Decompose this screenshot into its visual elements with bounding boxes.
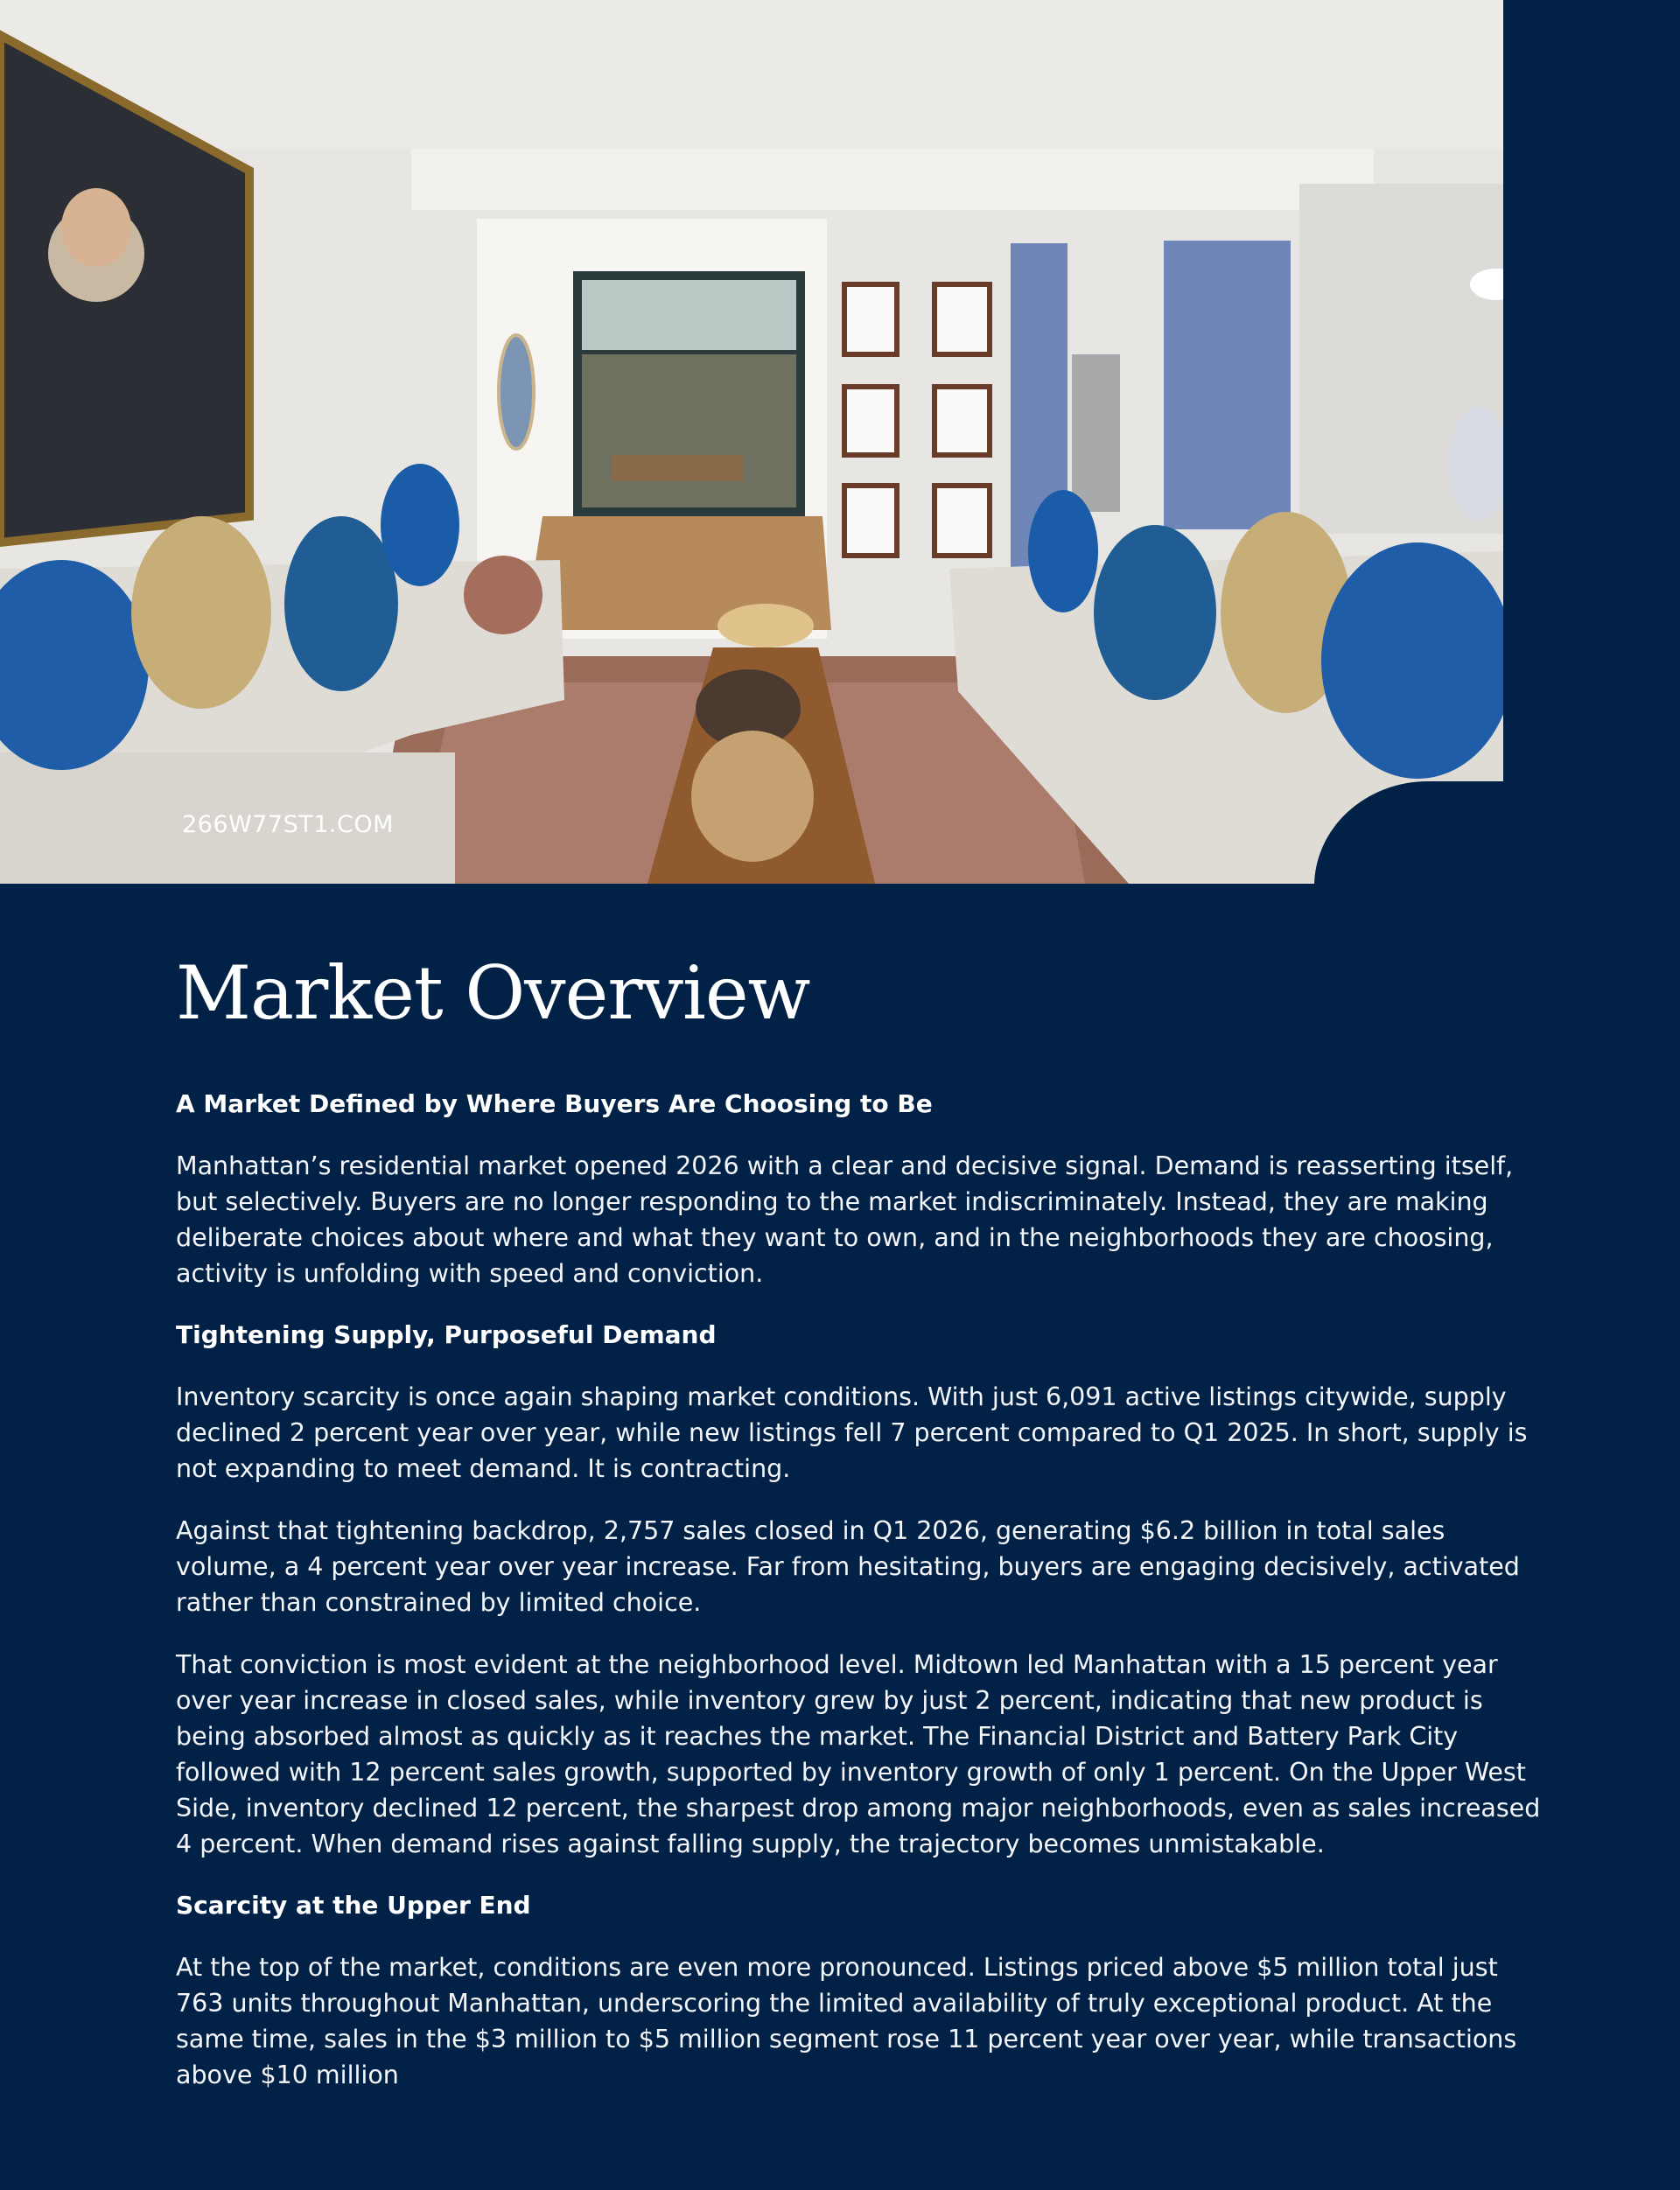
section-tightening-supply [176, 1318, 1541, 1862]
website-caption: 266W77ST1.COM [182, 811, 394, 838]
section-heading: Tightening Supply, Purposeful Demand [176, 1320, 717, 1349]
paragraph: Manhattan’s residential market opened 2026 with a clear and decisive signal. Demand is reasserting itself, but selectively. Buyers are no longer responding to the market indiscriminately. Instead, they are making deliberate choices about where and what they want to own, and in the neighborhoods they are choosing, activity is unfolding with speed and conviction. [176, 1151, 1514, 1288]
hero-photo [0, 0, 1503, 884]
living-room-photo [0, 0, 1503, 884]
section-upper-end [176, 1888, 1541, 2093]
section-buyers-choosing [176, 1087, 1541, 1291]
paragraph: Against that tightening backdrop, 2,757 sales closed in Q1 2026, generating $6.2 billion in total sales volume, a 4 percent year over year increase. Far from hesitating, buyers are engaging decisively, activated rather than constrained by limited choice. [176, 1516, 1520, 1617]
section-heading: Scarcity at the Upper End [176, 1891, 531, 1920]
paragraph: Inventory scarcity is once again shaping market conditions. With just 6,091 active listings citywide, supply declined 2 percent year over year, while new listings fell 7 percent compared to Q1 2025. In short, supply is not expanding to meet demand. It is contracting. [176, 1382, 1528, 1483]
paragraph: At the top of the market, conditions are even more pronounced. Listings priced above $5 million total just 763 units throughout Manhattan, underscoring the limited availability of truly exceptional product. At the same time, sales in the $3 million to $5 million segment rose 11 percent year over year, while transactions above $10 million [176, 1953, 1517, 2089]
page-title: Market Overview [176, 950, 810, 1036]
market-overview-content [176, 945, 1541, 2119]
paragraph: That conviction is most evident at the neighborhood level. Midtown led Manhattan with a 15 percent year over year increase in closed sales, while inventory grew by just 2 percent, indicating that new product is being absorbed almost as quickly as it reaches the market. The Financial District and Battery Park City followed with 12 percent sales growth, supported by inventory growth of only 1 percent. On the Upper West Side, inventory declined 12 percent, the sharpest drop among major neighborhoods, even as sales increased 4 percent. When demand rises against falling supply, the trajectory becomes unmistakable. [176, 1650, 1541, 1858]
section-heading: A Market Defined by Where Buyers Are Choosing to Be [176, 1089, 933, 1118]
